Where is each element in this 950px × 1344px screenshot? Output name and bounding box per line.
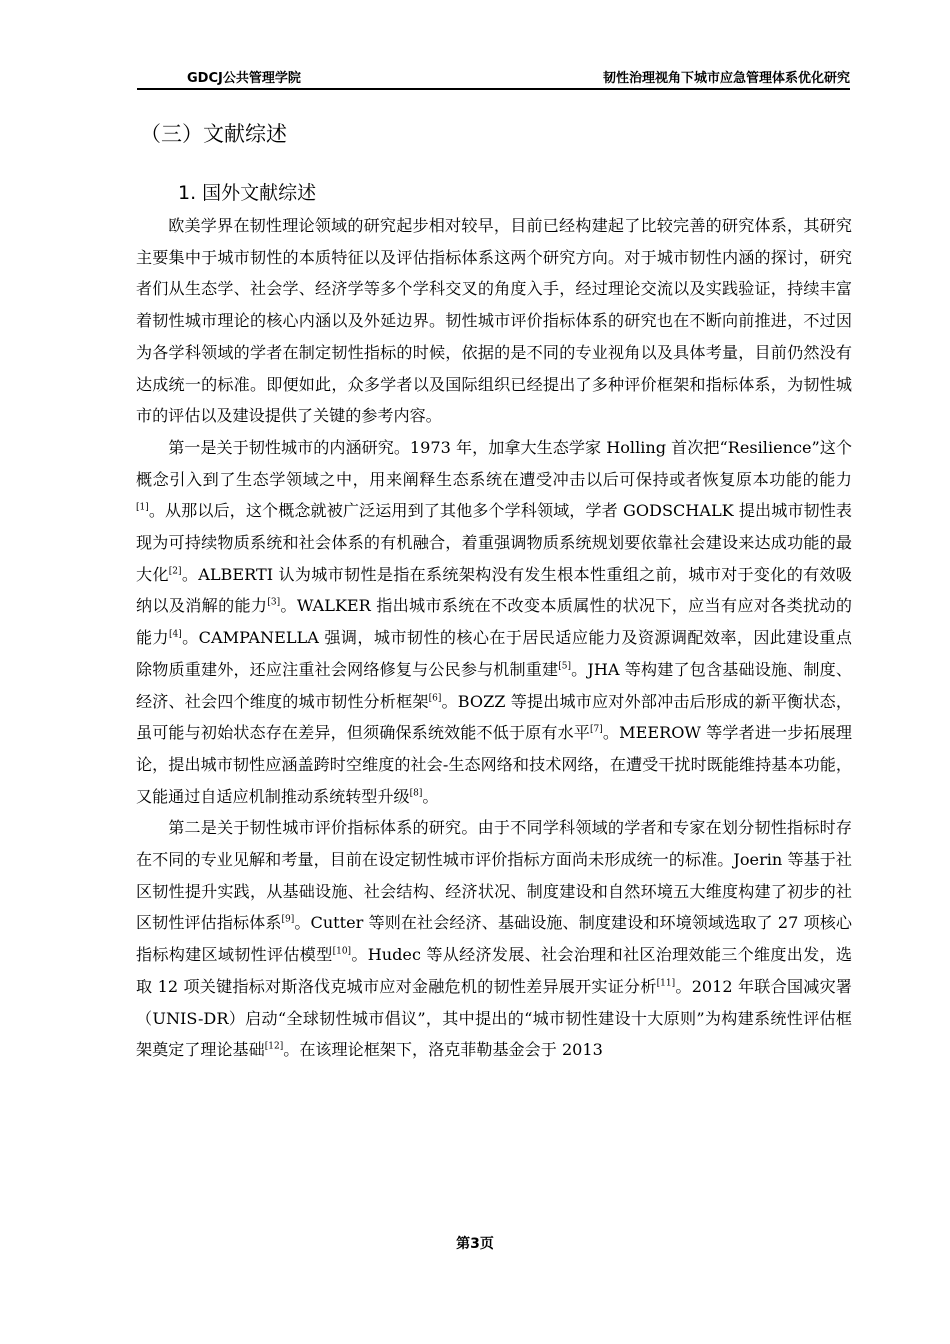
citation-ref: [9] [281,915,295,926]
paragraph [136,432,852,812]
text-run: 。BOZZ 等提出城市应对外部冲击后形成的新平衡状态，虽可能与初始状态存在差异，但须确保系统效能不低于原有水平 [136,691,852,743]
text-run: 。CAMPANELLA 强调，城市韧性的核心在于居民适应能力及资源调配效率，因此建设重点除物质重建外，还应注重社会网络修复与公民参与机制重建 [136,628,852,679]
text-run: 第一是关于韧性城市的内涵研究。1973 年，加拿大生态学家 Holling 首次把“Resilience”这个概念引入到了生态学领域之中，用来阐释生态系统在遭受冲击以后可保持或者恢复原本功能的能力 [136,437,852,489]
text-run: 。Hudec 等从经济发展、社会治理和社区治理效能三个维度出发，选取 12 项关键指标对斯洛伐克城市应对金融危机的韧性差异展开实证分析 [136,945,852,996]
page-header [137,62,850,90]
text-run: 。从那以后，这个概念就被广泛运用到了其他多个学科领域，学者 GODSCHALK 提出城市韧性表现为可持续物质系统和社会体系的有机融合，着重强调物质系统规划要依靠社会建设来达成功能的最大化 [136,501,852,584]
citation-ref: [11] [656,978,676,989]
citation-ref: [3] [267,598,281,609]
text-run: 。ALBERTI 认为城市韧性是指在系统架构没有发生根本性重组之前，城市对于变化的有效吸纳以及消解的能力 [136,564,852,616]
page-number: 第3页 [456,1236,494,1252]
citation-ref: [8] [409,788,423,799]
text-run: 。2012 年联合国减灾署（UNIS-DR）启动“全球韧性城市倡议”，其中提出的“城市韧性建设十大原则”为构建系统性评估框架奠定了理论基础 [136,976,852,1060]
body-text [136,210,852,1066]
subsection-title: 1. 国外文献综述 [178,182,317,204]
text-run: 。 [422,786,439,806]
citation-ref: [10] [332,946,352,957]
citation-ref: [7] [590,724,603,735]
citation-ref: [5] [558,661,572,672]
citation-ref: [1] [136,502,149,513]
paragraph [136,812,852,1066]
citation-ref: [2] [168,566,182,577]
text-run: 。在该理论框架下，洛克菲勒基金会于 2013 [283,1040,603,1060]
citation-ref: [12] [264,1041,284,1052]
text-run: 。Cutter 等则在社会经济、基础设施、制度建设和环境领域选取了 27 项核心指标构建区域韧性评估模型 [136,913,852,965]
text-run: 欧美学界在韧性理论领域的研究起步相对较早，目前已经构建起了比较完善的研究体系，其研究主要集中于城市韧性的本质特征以及评估指标体系这两个研究方向。对于城市韧性内涵的探讨，研究者们从生态学、社会学、经济学等多个学科交叉的角度入手，经过理论交流以及实践验证，持续丰富着韧性城市理论的核心内涵以及外延边界。韧性城市评价指标体系的研究也在不断向前推进，不过因为各学科领域的学者在制定韧性指标的时候，依据的是不同的专业视角以及具体考量，目前仍然没有达成统一的标准。即便如此，众多学者以及国际组织已经提出了多种评价框架和指标体系，为韧性城市的评估以及建设提供了关键的参考内容。 [136,216,852,426]
paragraph [136,210,852,432]
header-right-text: 韧性治理视角下城市应急管理体系优化研究 [602,71,850,86]
citation-ref: [4] [169,629,182,640]
section-title: （三）文献综述 [140,122,287,146]
header-left-text: GDCJ公共管理学院 [187,71,301,86]
text-run: 第二是关于韧性城市评价指标体系的研究。由于不同学科领域的学者和专家在划分韧性指标时存在不同的专业见解和考量，目前在设定韧性城市评价指标方面尚未形成统一的标准。Joerin 等基于社区韧性提升实践，从基础设施、社会结构、经济状况、制度建设和自然环境五大维度构建了初步的社区韧性评估指标体系 [136,818,852,933]
citation-ref: [6] [428,693,442,704]
text-run: 。JHA 等构建了包含基础设施、制度、经济、社会四个维度的城市韧性分析框架 [136,659,852,711]
text-run: 。WALKER 指出城市系统在不改变本质属性的状况下，应当有应对各类扰动的能力 [136,596,852,648]
text-run: 。MEEROW 等学者进一步拓展理论，提出城市韧性应涵盖跨时空维度的社会-生态网络和技术网络，在遭受干扰时既能维持基本功能，又能通过自适应机制推动系统转型升级 [136,723,852,806]
